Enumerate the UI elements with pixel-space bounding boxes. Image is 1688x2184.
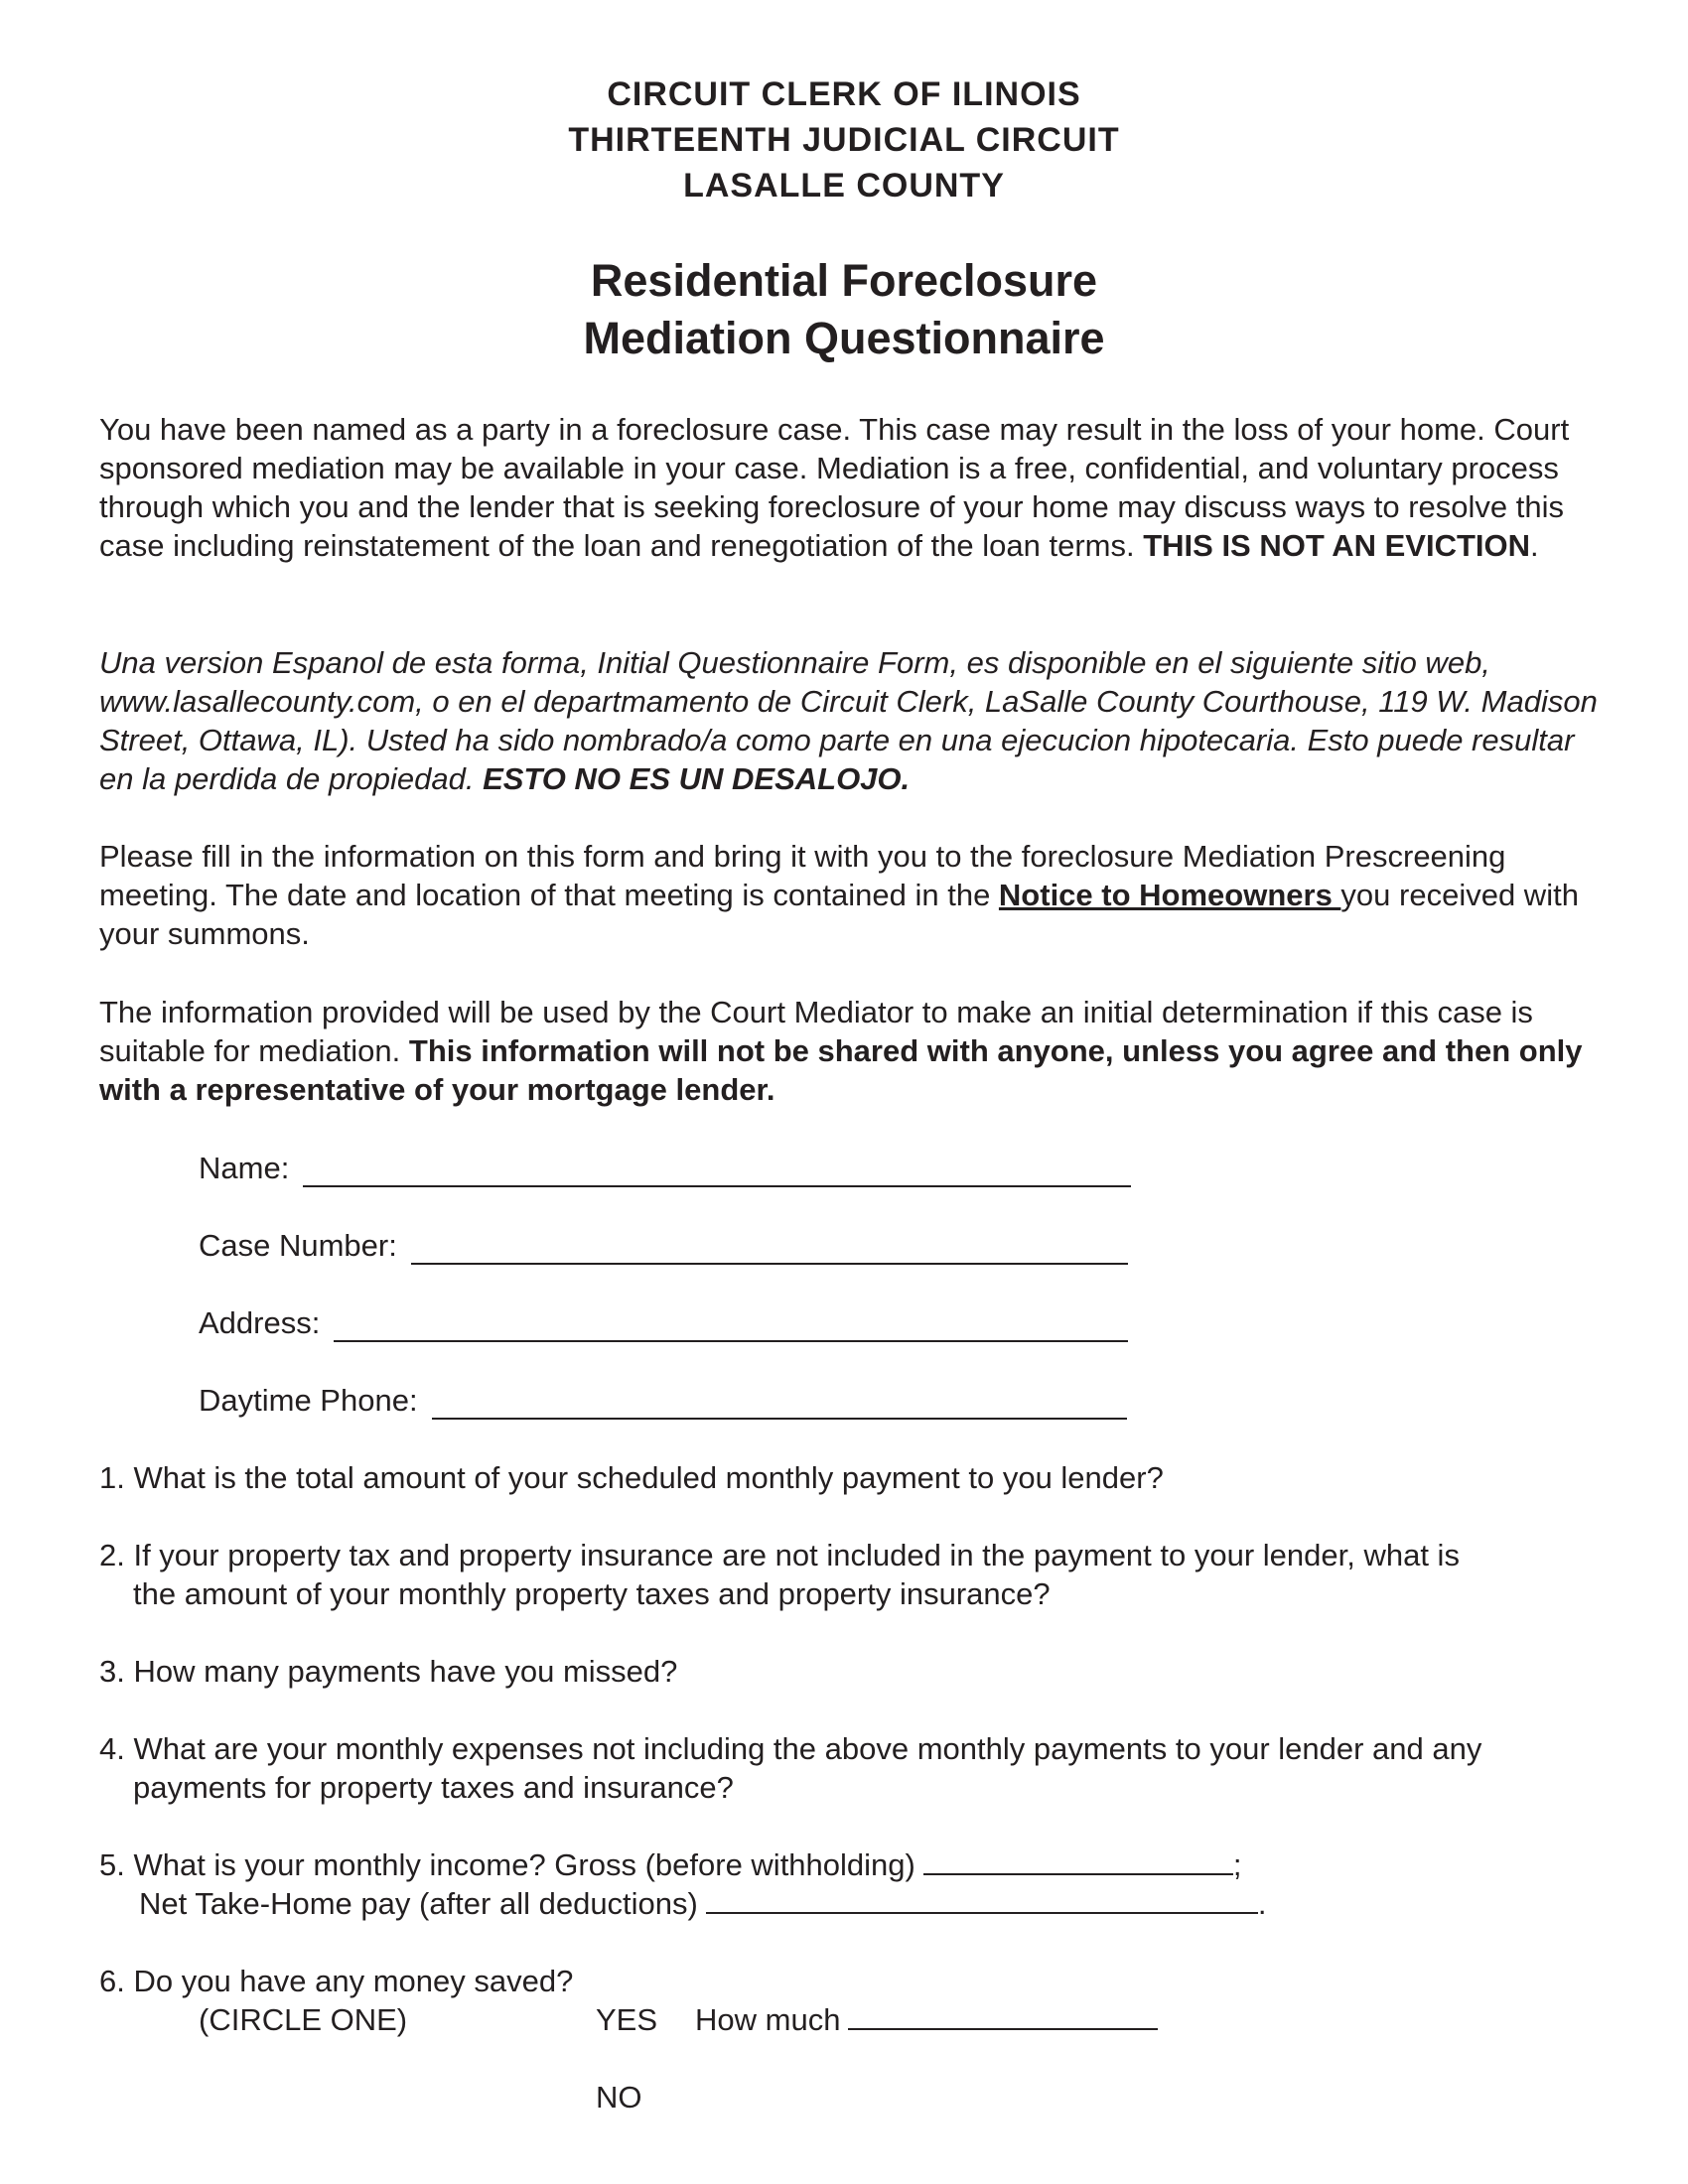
instructions-text-1: Please fill in the information on this form and bring it with you to the foreclosure Mediation Prescreening meeting. The date and location of that meeting is contained in the [99, 839, 1506, 912]
title-line-1: Residential Foreclosure [590, 255, 1098, 306]
intro-paragraph [99, 410, 1599, 565]
address-field [199, 1303, 1128, 1342]
net-income-label: Net Take-Home pay (after all deductions) [139, 1886, 698, 1921]
question-6: 6. Do you have any money saved? [99, 1964, 574, 1998]
address-label: Address: [199, 1305, 321, 1340]
gross-income-label: 5. What is your monthly income? Gross (before withholding) [99, 1847, 915, 1882]
daytime-phone-input-line[interactable] [432, 1390, 1127, 1420]
intro-text: You have been named as a party in a foreclosure case. This case may result in the loss of your home. Court sponsored mediation may be available in your case. Mediation is a free, confidential, and voluntary process through which you and the lender that is seeking foreclosure of your home may discuss ways to resolve this case including reinstatement of the loan and renegotiation of the loan terms. [99, 412, 1570, 563]
usage-text: The information provided will be used by the Court Mediator to make an initial determination if this case is suitable for mediation. [99, 995, 1533, 1068]
question-4-line-1: 4. What are your monthly expenses not including the above monthly payments to your lender and any [99, 1731, 1482, 1766]
question-3: 3. How many payments have you missed? [99, 1654, 678, 1689]
circle-one-instruction: (CIRCLE ONE) [199, 2002, 408, 2037]
question-1: 1. What is the total amount of your scheduled monthly payment to you lender? [99, 1460, 1164, 1495]
usage-paragraph [99, 993, 1599, 1109]
gross-income-input-line[interactable] [923, 1845, 1233, 1875]
how-much-field [695, 2000, 1158, 2039]
instructions-paragraph [99, 837, 1599, 953]
case-number-input-line[interactable] [411, 1235, 1128, 1265]
question-5-line-1 [99, 1845, 1241, 1884]
question-2-line-1: 2. If your property tax and property insurance are not included in the payment to your lender, what is [99, 1538, 1460, 1572]
name-input-line[interactable] [303, 1158, 1131, 1187]
spanish-paragraph [99, 643, 1599, 798]
net-income-period: . [1257, 1886, 1267, 1921]
gross-income-semicolon: ; [1232, 1847, 1242, 1882]
instructions-text-2: you received with your summons. [99, 878, 1579, 951]
not-eviction-notice: THIS IS NOT AN EVICTION [1143, 528, 1531, 563]
notice-to-homeowners-link[interactable]: Notice to Homeowners [998, 878, 1341, 912]
title-line-2: Mediation Questionnaire [583, 313, 1105, 363]
spanish-text: Una version Espanol de esta forma, Initial Questionnaire Form, es disponible en el siguiente sitio web, www.lasallecounty.com, o en el departmamento de Circuit Clerk, LaSalle County Courthouse, 119 W. Madison Street, Ottawa, IL). Usted ha sido nombrado/a como parte en una ejecucion hipotecaria. Esto puede resultar en la perdida de propiedad. [99, 645, 1598, 796]
header-county: LASALLE COUNTY [683, 167, 1005, 205]
question-4-line-2: payments for property taxes and insurance? [133, 1770, 734, 1805]
header-clerk: CIRCUIT CLERK OF ILINOIS [607, 75, 1081, 113]
no-option[interactable]: NO [596, 2080, 642, 2115]
yes-option[interactable]: YES [596, 2002, 658, 2037]
address-input-line[interactable] [334, 1312, 1128, 1342]
question-2-line-2: the amount of your monthly property taxes and property insurance? [133, 1576, 1051, 1611]
how-much-label: How much [695, 2002, 841, 2037]
case-number-label: Case Number: [199, 1228, 397, 1263]
daytime-phone-field [199, 1381, 1127, 1420]
net-income-input-line[interactable] [706, 1884, 1258, 1914]
confidentiality-notice: This information will not be shared with anyone, unless you agree and then only with a representative of your mortgage lender. [99, 1033, 1583, 1107]
case-number-field [199, 1226, 1128, 1265]
daytime-phone-label: Daytime Phone: [199, 1383, 418, 1418]
name-field [199, 1149, 1131, 1187]
spanish-not-eviction: ESTO NO ES UN DESALOJO. [483, 761, 911, 796]
header-circuit: THIRTEENTH JUDICIAL CIRCUIT [568, 121, 1120, 159]
question-5-line-2 [139, 1884, 1266, 1923]
name-label: Name: [199, 1151, 290, 1185]
how-much-input-line[interactable] [848, 2000, 1158, 2030]
intro-end: . [1530, 528, 1539, 563]
